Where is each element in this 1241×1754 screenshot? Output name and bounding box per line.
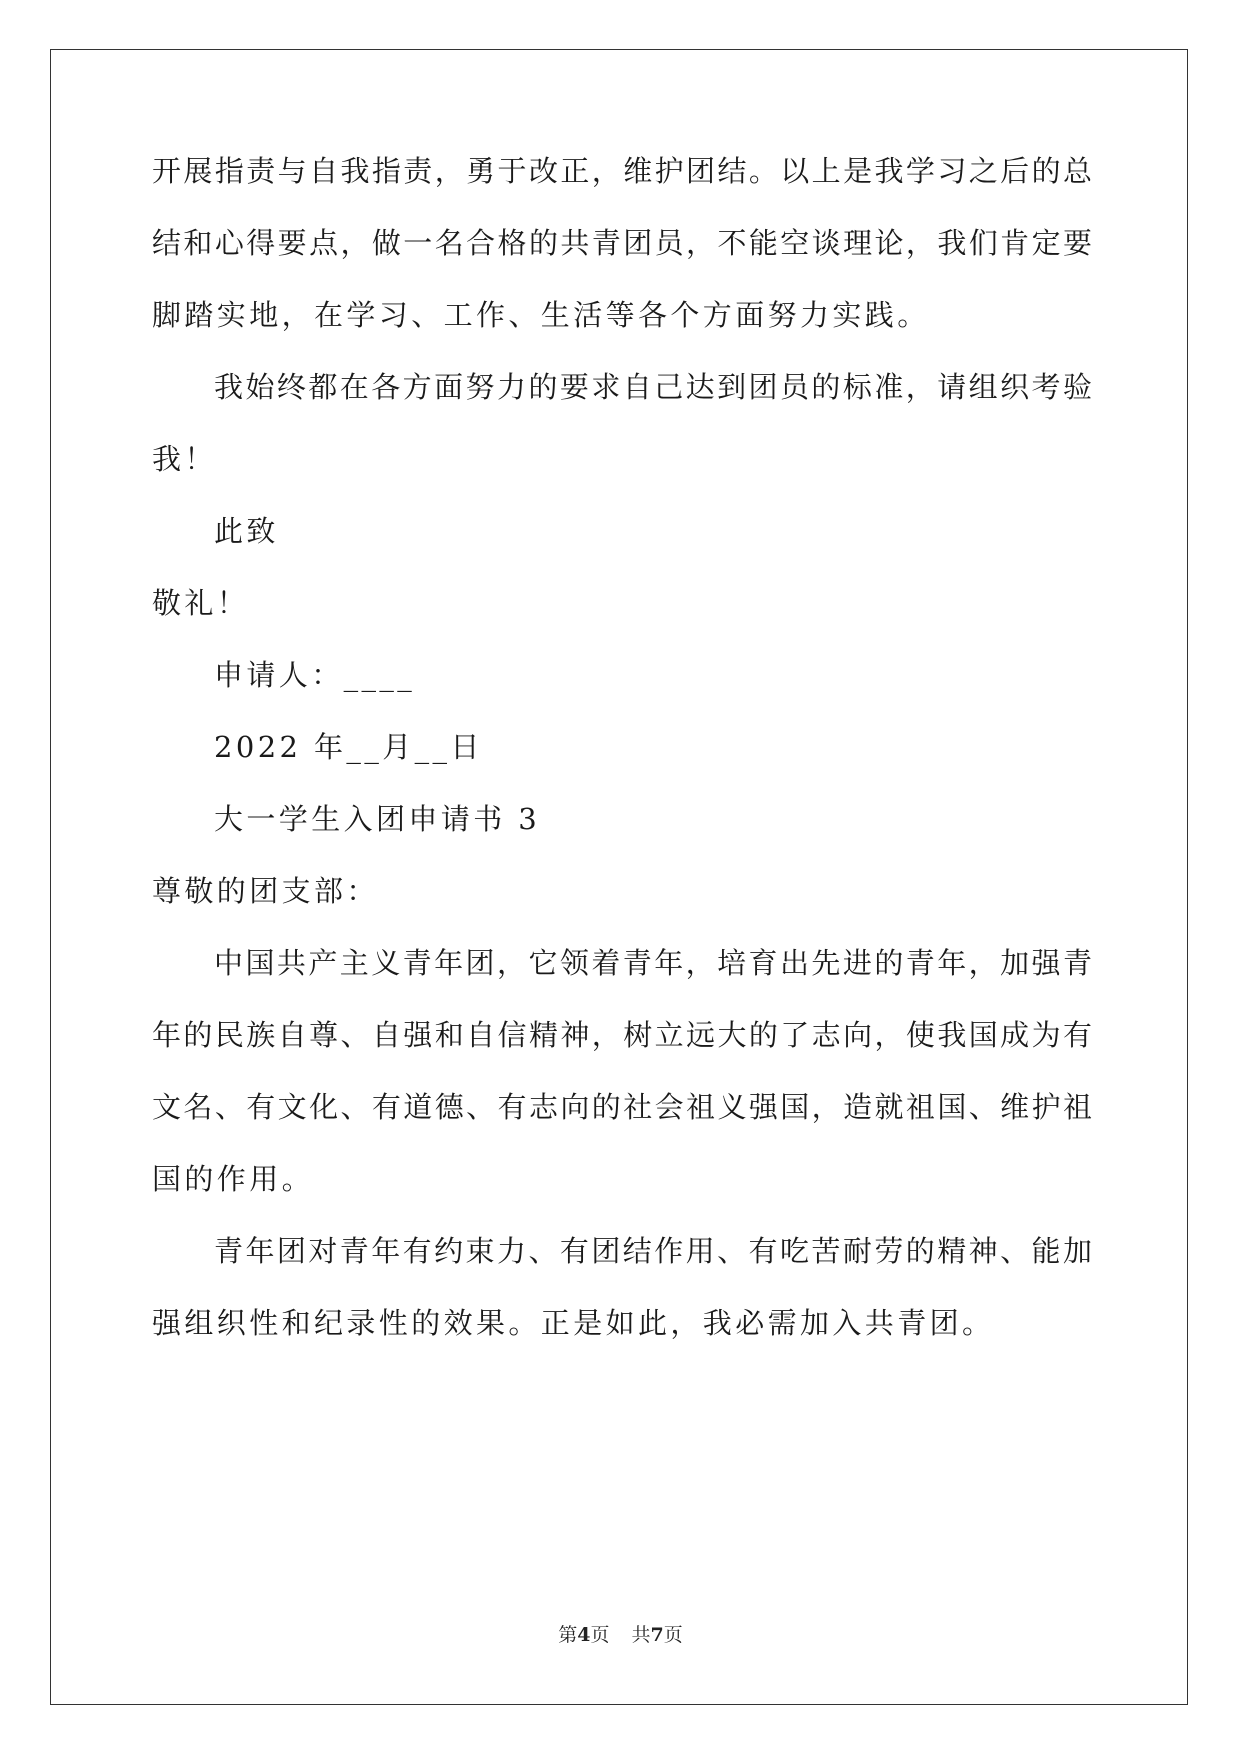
paragraph-line: 强组织性和纪录性的效果。正是如此，我必需加入共青团。 xyxy=(152,1306,995,1340)
applicant-line: 申请人：____ xyxy=(214,658,416,692)
page-number-footer xyxy=(0,1623,1241,1647)
paragraph-line: 我始终都在各方面努力的要求自己达到团员的标准，请组织考验 xyxy=(214,370,1092,404)
paragraph-line: 青年团对青年有约束力、有团结作用、有吃苦耐劳的精神、能加 xyxy=(214,1234,1092,1268)
footer-current-page: 4 xyxy=(577,1624,591,1646)
date-line: 2022 年__月__日 xyxy=(214,730,483,764)
greeting-line: 尊敬的团支部： xyxy=(152,874,379,908)
paragraph-line: 脚踏实地，在学习、工作、生活等各个方面努力实践。 xyxy=(152,298,930,332)
paragraph-line: 我！ xyxy=(152,442,217,476)
closing-salutation: 此致 xyxy=(214,514,279,548)
paragraph-line: 结和心得要点，做一名合格的共青团员，不能空谈理论，我们肯定要 xyxy=(152,226,1092,260)
paragraph-line: 国的作用。 xyxy=(152,1162,315,1196)
footer-total-prefix: 共 xyxy=(631,1624,651,1646)
footer-page-mid: 页 xyxy=(590,1624,610,1646)
footer-total-suffix: 页 xyxy=(663,1624,683,1646)
paragraph-line: 文名、有文化、有道德、有志向的社会祖义强国，造就祖国、维护祖 xyxy=(152,1090,1092,1124)
paragraph-line: 年的民族自尊、自强和自信精神，树立远大的了志向，使我国成为有 xyxy=(152,1018,1092,1052)
footer-page-prefix: 第 xyxy=(558,1624,578,1646)
paragraph-line: 中国共产主义青年团，它领着青年，培育出先进的青年，加强青 xyxy=(214,946,1092,980)
section-title: 大一学生入团申请书 3 xyxy=(214,802,541,836)
closing-regards: 敬礼！ xyxy=(152,586,250,620)
paragraph-line: 开展指责与自我指责，勇于改正，维护团结。以上是我学习之后的总 xyxy=(152,154,1092,188)
footer-total-pages: 7 xyxy=(650,1624,664,1646)
